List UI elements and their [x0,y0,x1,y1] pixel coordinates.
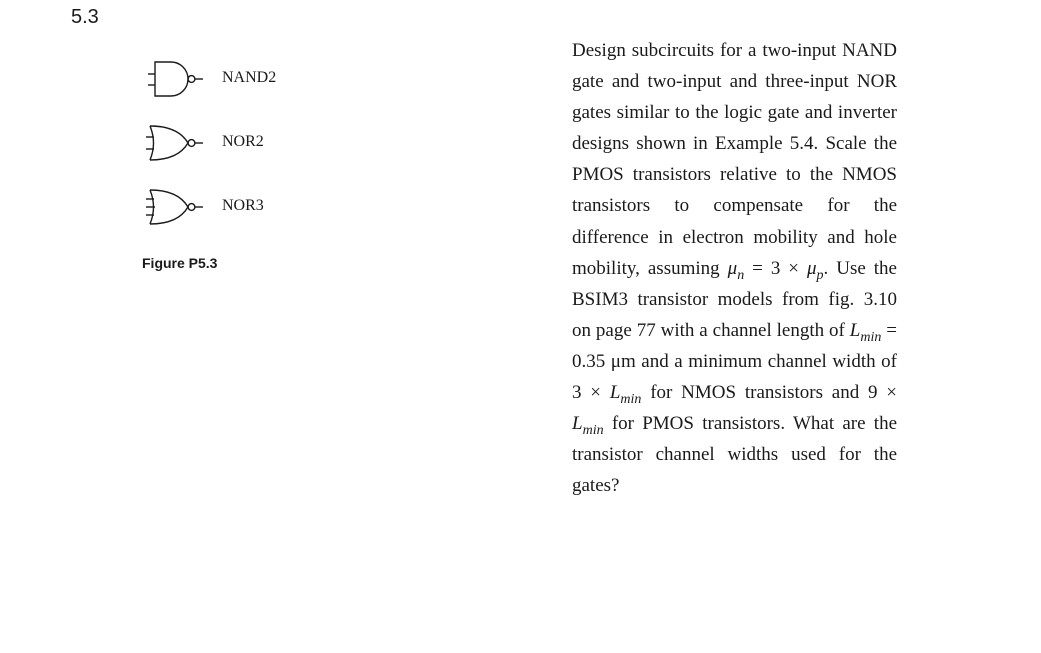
gate-nand2 [140,59,340,99]
problem-number: 5.3 [71,6,99,28]
problem-text-seg4: for NMOS transistors and 9 × [641,382,898,404]
problem-text-seg5: for PMOS transistors. What are the transistor channel widths used for the gates? [572,413,897,497]
subscript-min: min [582,422,604,438]
l-symbol: L [849,319,861,341]
gate-nor3 [140,187,340,227]
mu-symbol: μ [727,257,738,279]
nand-gate-icon [140,59,220,99]
subscript-p: p [816,267,824,283]
problem-text-seg2: . Use the BSIM3 transistor models from fig. 3.10 on page 77 with a channel length of [572,257,897,341]
subscript-min: min [860,329,882,345]
gate-label-nand2: NAND2 [222,69,277,86]
gate-nor2 [140,123,340,163]
problem-text [572,35,897,501]
l-symbol: L [609,382,621,404]
problem-text-mid1: = 3 × [744,257,807,279]
gate-label-nor2: NOR2 [222,133,264,150]
nor-gate-icon [140,123,220,163]
problem-text-seg3: = 0.35 μm and a minimum channel width of 3 × [572,319,897,404]
mu-symbol: μ [807,257,817,279]
gate-label-nor3: NOR3 [222,197,264,214]
nor-gate-icon [140,187,220,227]
subscript-min: min [620,391,642,407]
subscript-n: n [737,267,745,283]
l-symbol: L [572,413,583,435]
figure-caption: Figure P5.3 [142,255,218,271]
problem-text-seg1: Design subcircuits for a two-input NAND gate and two-input and three-input NOR gates similar to the logic gate and inverter designs shown in Example 5.4. Scale the PMOS transistors relative to the NMOS transistors to compensate for the difference in electron mobility and hole mobility, assuming [572,40,897,279]
